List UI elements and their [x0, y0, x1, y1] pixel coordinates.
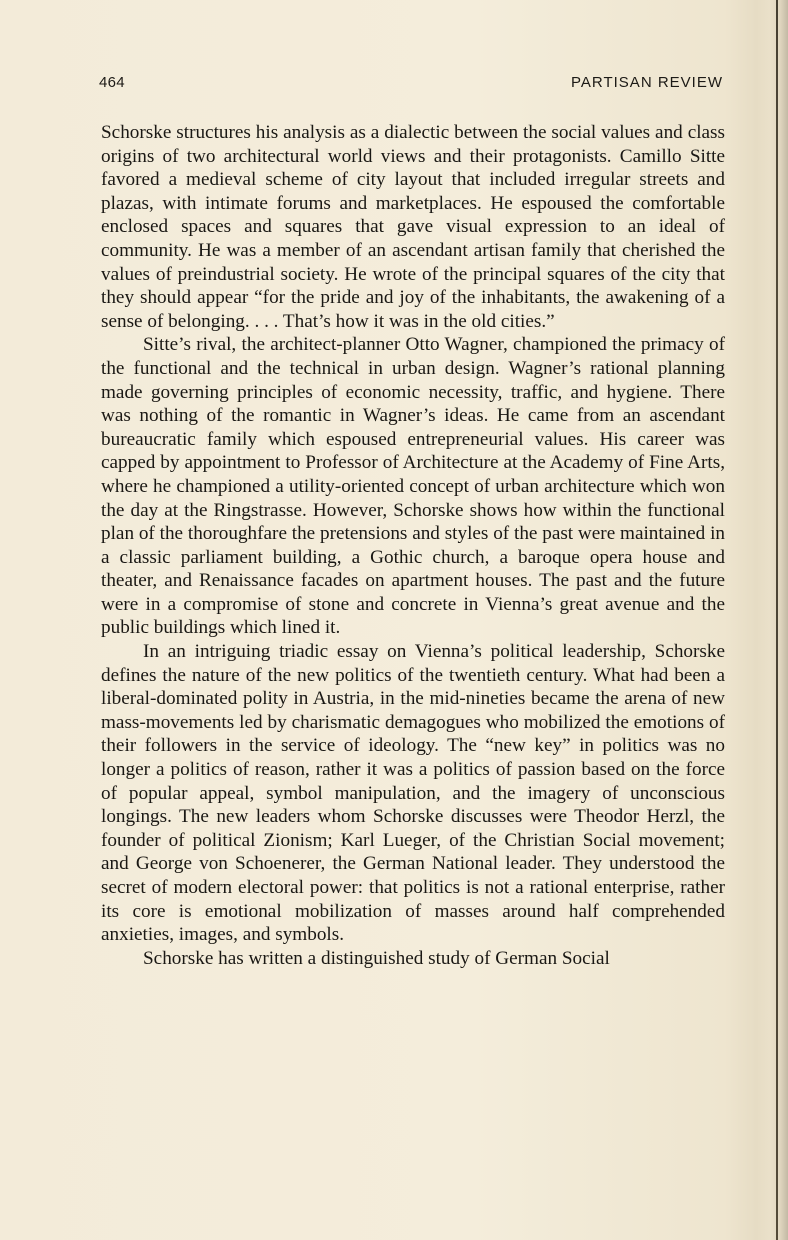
page-edge-line — [776, 0, 778, 1240]
running-head — [99, 74, 723, 96]
page-edge-shadow — [770, 0, 788, 1240]
article-body — [101, 121, 725, 970]
journal-title: PARTISAN REVIEW — [571, 74, 723, 91]
paragraph-1: Schorske structures his analysis as a dialectic between the social values and class origins of two architectural world views and their protagonists. Camillo Sitte favored a medieval scheme of city layout that included irregular streets and plazas, with intimate forums and marketplaces. He espoused the comfortable enclosed spaces and squares that gave visual expression to an ideal of community. He was a member of an ascendant artisan family that cherished the values of preindustrial society. He wrote of the principal squares of the city that they should appear “for the pride and joy of the inhabitants, the awakening of a sense of belonging. . . . That’s how it was in the old cities.” — [101, 122, 725, 332]
paragraph-3: In an intriguing triadic essay on Vienna’s political leadership, Schorske defines the nature of the new politics of the twentieth century. What had been a liberal-dominated polity in Austria, in the mid-nineties became the arena of new mass-movements led by charismatic demagogues who mobilized the emotions of their followers in the service of ideology. The “new key” in politics was no longer a politics of reason, rather it was a politics of passion based on the force of popular appeal, symbol manipulation, and the imagery of unconscious longings. The new leaders whom Schorske discusses were Theodor Herzl, the founder of political Zionism; Karl Lueger, of the Christian Social movement; and George von Schoenerer, the German National leader. They understood the secret of modern electoral power: that politics is not a rational enterprise, rather its core is emotional mobilization of masses around half comprehended anxieties, images, and symbols. — [101, 641, 725, 946]
page-number: 464 — [99, 74, 125, 91]
paragraph-4: Schorske has written a distinguished study of German Social — [143, 947, 610, 969]
paragraph-2: Sitte’s rival, the architect-planner Otto Wagner, championed the primacy of the functional and the technical in urban design. Wagner’s rational planning made governing principles of economic necessity, traffic, and hygiene. There was nothing of the romantic in Wagner’s ideas. He came from an ascendant bureaucratic family which espoused entrepreneurial values. His career was capped by appointment to Professor of Architecture at the Academy of Fine Arts, where he championed a utility-oriented concept of urban architecture which won the day at the Ringstrasse. However, Schorske shows how within the functional plan of the thoroughfare the pretensions and styles of the past were maintained in a classic parliament building, a Gothic church, a baroque opera house and theater, and Renaissance facades on apartment houses. The past and the future were in a compromise of stone and concrete in Vienna’s great avenue and the public buildings which lined it. — [101, 334, 725, 639]
